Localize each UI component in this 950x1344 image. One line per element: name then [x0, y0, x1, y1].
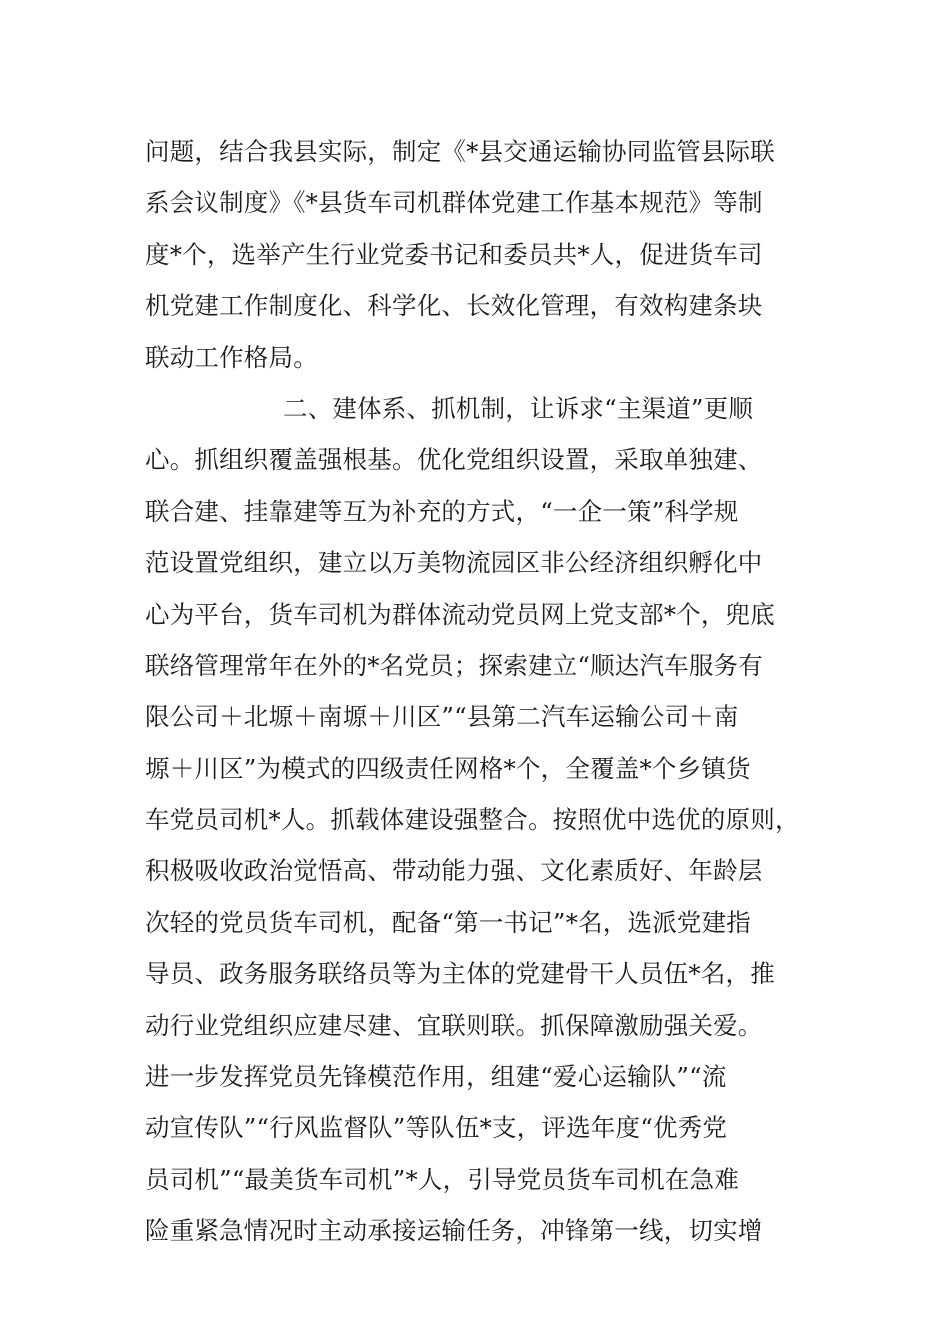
text-line: 车党员司机*人。抓载体建设强整合。按照优中选优的原则，	[145, 805, 800, 835]
text-line: 系会议制度》《*县货车司机群体党建工作基本规范》等制	[145, 188, 763, 218]
text-line: 员司机”“最美货车司机”*人，引导党员货车司机在急难	[145, 1164, 740, 1194]
text-line: 险重紧急情况时主动承接运输任务，冲锋第一线，切实增	[145, 1216, 763, 1246]
text-line: 联动工作格局。	[145, 342, 318, 372]
text-line: 塬＋川区”为模式的四级责任网格*个，全覆盖*个乡镇货	[145, 753, 751, 783]
text-line: 范设置党组织，建立以万美物流园区非公经济组织孵化中	[145, 548, 763, 578]
text-line: 心。抓组织覆盖强根基。优化党组织设置，采取单独建、	[145, 445, 763, 475]
text-line: 导员、政务服务联络员等为主体的党建骨干人员伍*名，推	[145, 959, 775, 989]
text-line: 问题，结合我县实际，制定《*县交通运输协同监管县际联	[145, 137, 775, 166]
text-line: 限公司＋北塬＋南塬＋川区”“县第二汽车运输公司＋南	[145, 702, 739, 732]
text-line: 动行业党组织应建尽建、宜联则联。抓保障激励强关爱。	[145, 1010, 763, 1040]
text-line: 机党建工作制度化、科学化、长效化管理，有效构建条块	[145, 291, 763, 321]
text-line: 心为平台，货车司机为群体流动党员网上党支部*个，兜底	[145, 599, 775, 629]
text-line: 动宣传队”“行风监督队”等队伍*支，评选年度“优秀党	[145, 1113, 728, 1143]
body-text	[145, 126, 825, 1257]
text-line: 积极吸收政治觉悟高、带动能力强、文化素质好、年龄层	[145, 856, 763, 886]
text-line: 度*个，选举产生行业党委书记和委员共*人，促进货车司	[145, 239, 763, 269]
text-line: 联络管理常年在外的*名党员；探索建立“顺达汽车服务有	[145, 650, 763, 680]
text-line: 进一步发挥党员先锋模范作用，组建“爱心运输队”“流	[145, 1062, 727, 1092]
section-heading: 二、建体系、抓机制，让诉求“主渠道”更顺	[283, 393, 754, 423]
text-line: 联合建、挂靠建等互为补充的方式，“一企一策”科学规	[145, 496, 739, 526]
text-line: 次轻的党员货车司机，配备“第一书记”*名，选派党建指	[145, 907, 751, 937]
